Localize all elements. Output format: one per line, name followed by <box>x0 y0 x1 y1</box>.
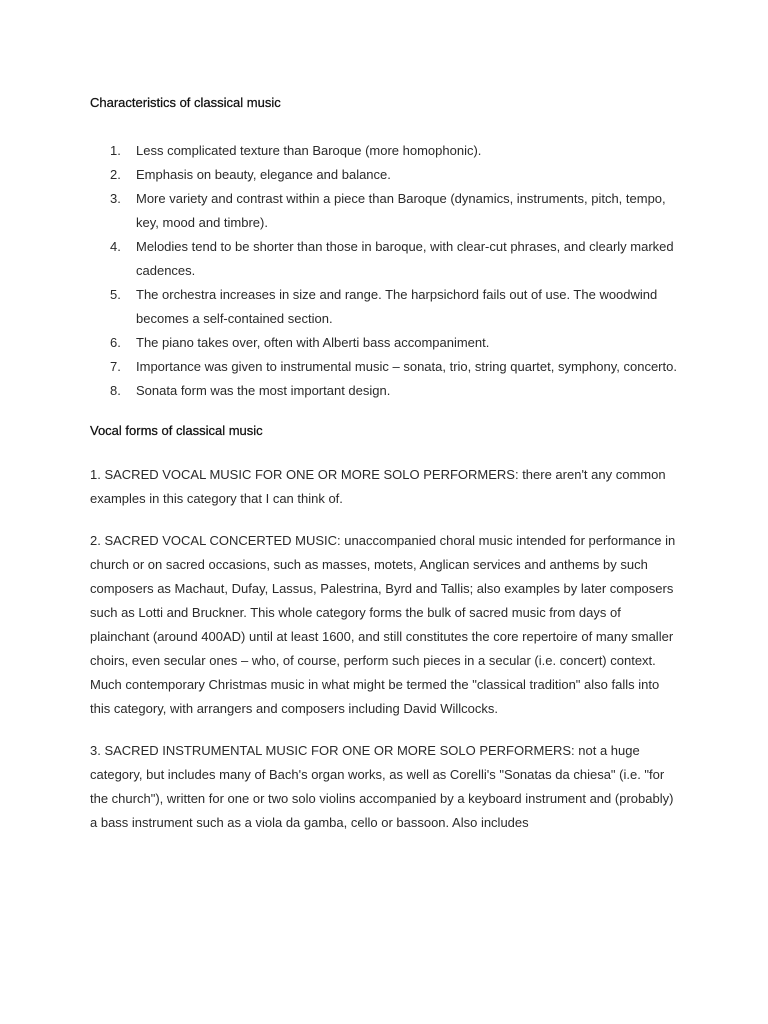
list-item-number: 7. <box>110 359 121 374</box>
list-item <box>90 163 680 187</box>
list-item-text: More variety and contrast within a piece than Baroque (dynamics, instruments, pitch, tempo, key, mood and timbre). <box>136 191 666 230</box>
list-item <box>90 139 680 163</box>
list-item <box>90 235 680 283</box>
list-item-number: 5. <box>110 287 121 302</box>
section-heading-vocal-forms: Vocal forms of classical music <box>90 423 263 438</box>
list-item-text: The piano takes over, often with Alberti bass accompaniment. <box>136 335 490 350</box>
list-item-text: Less complicated texture than Baroque (more homophonic). <box>136 143 482 158</box>
list-item-number: 8. <box>110 383 121 398</box>
document-content <box>90 94 680 835</box>
list-item-text: Sonata form was the most important design. <box>136 383 391 398</box>
list-item-text: Emphasis on beauty, elegance and balance. <box>136 167 391 182</box>
section-heading-characteristics: Characteristics of classical music <box>90 95 281 110</box>
list-item-number: 2. <box>110 167 121 182</box>
list-item-text: Importance was given to instrumental music – sonata, trio, string quartet, symphony, concerto. <box>136 359 677 374</box>
list-item-number: 1. <box>110 143 121 158</box>
paragraph-sacred-vocal-solo: 1. SACRED VOCAL MUSIC FOR ONE OR MORE SOLO PERFORMERS: there aren't any common examples in this category that I can think of. <box>90 467 666 506</box>
list-item <box>90 379 680 403</box>
list-item <box>90 283 680 331</box>
list-item <box>90 355 680 379</box>
list-item <box>90 187 680 235</box>
list-item-number: 3. <box>110 191 121 206</box>
list-item-text: Melodies tend to be shorter than those in baroque, with clear-cut phrases, and clearly marked cadences. <box>136 239 674 278</box>
characteristics-list <box>90 139 680 403</box>
paragraph-sacred-instrumental-solo: 3. SACRED INSTRUMENTAL MUSIC FOR ONE OR MORE SOLO PERFORMERS: not a huge category, but includes many of Bach's organ works, as well as Corelli's "Sonatas da chiesa" (i.e. "for the church"), written for one or two solo violins accompanied by a keyboard instrument and (probably) a bass instrument such as a viola da gamba, cello or bassoon. Also includes <box>90 743 674 830</box>
list-item <box>90 331 680 355</box>
list-item-text: The orchestra increases in size and range. The harpsichord fails out of use. The woodwind becomes a self-contained section. <box>136 287 658 326</box>
paragraph-sacred-vocal-concerted: 2. SACRED VOCAL CONCERTED MUSIC: unaccompanied choral music intended for performance in church or on sacred occasions, such as masses, motets, Anglican services and anthems by such composers as Machaut, Dufay, Lassus, Palestrina, Byrd and Tallis; also examples by later composers such as Lotti and Bruckner. This whole category forms the bulk of sacred music from days of plainchant (around 400AD) until at least 1600, and still constitutes the core repertoire of many smaller choirs, even secular ones – who, of course, perform such pieces in a secular (i.e. concert) context. Much contemporary Christmas music in what might be termed the "classical tradition" also falls into this category, with arrangers and composers including David Willcocks. <box>90 533 676 716</box>
list-item-number: 6. <box>110 335 121 350</box>
list-item-number: 4. <box>110 239 121 254</box>
